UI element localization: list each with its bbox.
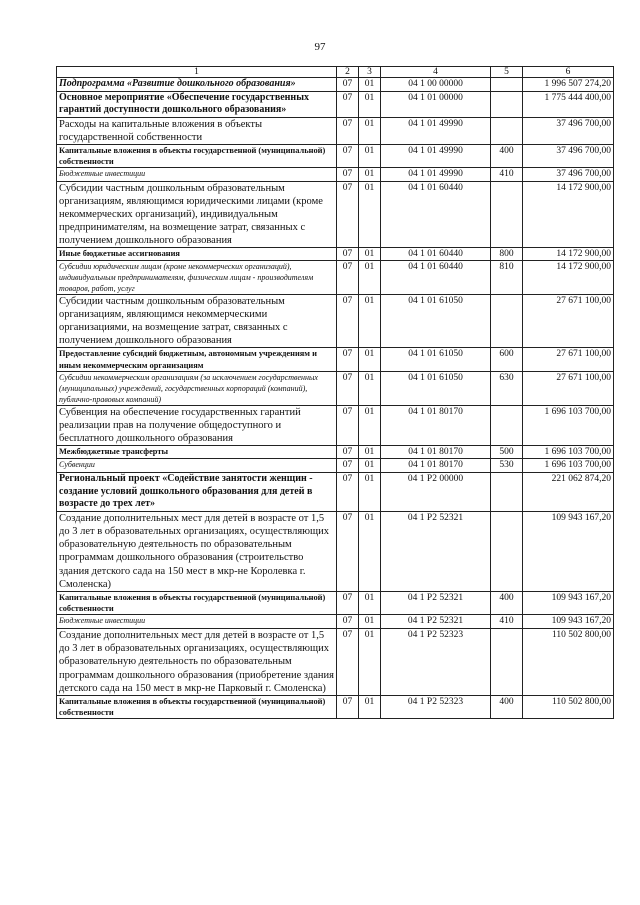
table-row <box>57 615 614 629</box>
row-section-cell: 07 <box>337 91 359 117</box>
row-amount-cell: 221 062 874,20 <box>523 472 614 511</box>
row-expense-type-cell: 410 <box>491 168 523 182</box>
row-target-code-cell: 04 1 P2 52323 <box>381 695 491 718</box>
row-section-cell: 07 <box>337 405 359 445</box>
row-section-cell: 07 <box>337 144 359 167</box>
table-row <box>57 78 614 92</box>
header-col-3: 3 <box>359 67 381 78</box>
table-row <box>57 591 614 614</box>
row-target-code-cell: 04 1 01 61050 <box>381 371 491 405</box>
table-row <box>57 371 614 405</box>
header-col-5: 5 <box>491 67 523 78</box>
row-target-code-cell: 04 1 P2 52321 <box>381 511 491 591</box>
row-target-code-cell: 04 1 P2 52321 <box>381 591 491 614</box>
row-amount-cell: 37 496 700,00 <box>523 144 614 167</box>
row-expense-type-cell: 410 <box>491 615 523 629</box>
row-expense-type-cell: 810 <box>491 261 523 295</box>
row-subsection-cell: 01 <box>359 181 381 247</box>
row-section-cell: 07 <box>337 295 359 348</box>
row-target-code-cell: 04 1 01 61050 <box>381 295 491 348</box>
row-section-cell: 07 <box>337 445 359 459</box>
row-section-cell: 07 <box>337 348 359 371</box>
row-subsection-cell: 01 <box>359 615 381 629</box>
row-expense-type-cell <box>491 295 523 348</box>
row-amount-cell: 37 496 700,00 <box>523 117 614 144</box>
row-section-cell: 07 <box>337 117 359 144</box>
row-name-cell: Межбюджетные трансферты <box>57 445 337 459</box>
table-body <box>57 78 614 719</box>
row-subsection-cell: 01 <box>359 628 381 695</box>
row-name-cell: Капитальные вложения в объекты государственной (муниципальной) собственности <box>57 144 337 167</box>
row-target-code-cell: 04 1 01 49990 <box>381 168 491 182</box>
row-name-cell: Основное мероприятие «Обеспечение государственных гарантий доступности дошкольного образования» <box>57 91 337 117</box>
row-section-cell: 07 <box>337 615 359 629</box>
table-row <box>57 247 614 261</box>
row-name-cell: Субсидии частным дошкольным образовательным организациям, являющимся некоммерческими организациями, на возмещение затрат, связанных с получением дошкольного образования <box>57 295 337 348</box>
row-name-cell: Субсидии юридическим лицам (кроме некоммерческих организаций), индивидуальным предпринимателям, физическим лицам - производителям товаров, работ, услуг <box>57 261 337 295</box>
row-expense-type-cell <box>491 628 523 695</box>
row-amount-cell: 109 943 167,20 <box>523 615 614 629</box>
row-amount-cell: 110 502 800,00 <box>523 695 614 718</box>
row-section-cell: 07 <box>337 628 359 695</box>
row-expense-type-cell: 530 <box>491 459 523 473</box>
row-subsection-cell: 01 <box>359 695 381 718</box>
table-row <box>57 91 614 117</box>
row-amount-cell: 109 943 167,20 <box>523 511 614 591</box>
row-section-cell: 07 <box>337 261 359 295</box>
table-row <box>57 445 614 459</box>
table-row <box>57 168 614 182</box>
row-subsection-cell: 01 <box>359 405 381 445</box>
row-expense-type-cell <box>491 117 523 144</box>
table-row <box>57 117 614 144</box>
row-amount-cell: 14 172 900,00 <box>523 247 614 261</box>
row-target-code-cell: 04 1 01 49990 <box>381 144 491 167</box>
row-name-cell: Подпрограмма «Развитие дошкольного образования» <box>57 78 337 92</box>
row-expense-type-cell <box>491 91 523 117</box>
table-row <box>57 628 614 695</box>
table-row <box>57 261 614 295</box>
row-expense-type-cell: 600 <box>491 348 523 371</box>
row-subsection-cell: 01 <box>359 591 381 614</box>
row-expense-type-cell <box>491 472 523 511</box>
row-expense-type-cell <box>491 181 523 247</box>
row-amount-cell: 1 696 103 700,00 <box>523 405 614 445</box>
row-name-cell: Создание дополнительных мест для детей в возрасте от 1,5 до 3 лет в образовательных организациях, осуществляющих образовательную деятельность по образовательным программам дошкольного образования (приобретение здания детского сада на 150 мест в мкр-не Парковый г. Смоленска) <box>57 628 337 695</box>
row-name-cell: Бюджетные инвестиции <box>57 615 337 629</box>
row-expense-type-cell: 400 <box>491 144 523 167</box>
row-target-code-cell: 04 1 01 80170 <box>381 459 491 473</box>
row-expense-type-cell <box>491 511 523 591</box>
row-target-code-cell: 04 1 01 80170 <box>381 405 491 445</box>
row-subsection-cell: 01 <box>359 472 381 511</box>
table-row <box>57 405 614 445</box>
header-col-2: 2 <box>337 67 359 78</box>
row-target-code-cell: 04 1 01 60440 <box>381 181 491 247</box>
row-amount-cell: 1 996 507 274,20 <box>523 78 614 92</box>
table-row <box>57 511 614 591</box>
table-row <box>57 295 614 348</box>
table-row <box>57 459 614 473</box>
row-amount-cell: 27 671 100,00 <box>523 295 614 348</box>
row-name-cell: Региональный проект «Содействие занятости женщин - создание условий дошкольного образования для детей в возрасте до трех лет» <box>57 472 337 511</box>
row-expense-type-cell <box>491 78 523 92</box>
row-name-cell: Субсидии частным дошкольным образовательным организациям, являющимся юридическими лицами (кроме некоммерческих организаций), индивидуальным предпринимателям, на возмещение затрат, связанных с получением дошкольного образования <box>57 181 337 247</box>
row-section-cell: 07 <box>337 695 359 718</box>
row-subsection-cell: 01 <box>359 261 381 295</box>
row-subsection-cell: 01 <box>359 144 381 167</box>
row-target-code-cell: 04 1 00 00000 <box>381 78 491 92</box>
table-row <box>57 472 614 511</box>
row-target-code-cell: 04 1 01 80170 <box>381 445 491 459</box>
row-subsection-cell: 01 <box>359 117 381 144</box>
row-section-cell: 07 <box>337 181 359 247</box>
row-subsection-cell: 01 <box>359 511 381 591</box>
row-name-cell: Создание дополнительных мест для детей в возрасте от 1,5 до 3 лет в образовательных организациях, осуществляющих образовательную деятельность по образовательным программам дошкольного образования (строительство здания детского сада на 150 мест в мкр-не Королевка г. Смоленска) <box>57 511 337 591</box>
row-target-code-cell: 04 1 P2 00000 <box>381 472 491 511</box>
table-row <box>57 181 614 247</box>
row-target-code-cell: 04 1 01 00000 <box>381 91 491 117</box>
row-target-code-cell: 04 1 P2 52321 <box>381 615 491 629</box>
row-name-cell: Бюджетные инвестиции <box>57 168 337 182</box>
row-amount-cell: 14 172 900,00 <box>523 261 614 295</box>
row-subsection-cell: 01 <box>359 295 381 348</box>
row-section-cell: 07 <box>337 168 359 182</box>
budget-table <box>56 66 614 719</box>
row-target-code-cell: 04 1 01 60440 <box>381 261 491 295</box>
row-name-cell: Расходы на капитальные вложения в объекты государственной собственности <box>57 117 337 144</box>
row-section-cell: 07 <box>337 472 359 511</box>
row-amount-cell: 14 172 900,00 <box>523 181 614 247</box>
row-amount-cell: 1 696 103 700,00 <box>523 445 614 459</box>
row-amount-cell: 37 496 700,00 <box>523 168 614 182</box>
page-number: 97 <box>314 41 326 53</box>
row-target-code-cell: 04 1 01 60440 <box>381 247 491 261</box>
row-name-cell: Капитальные вложения в объекты государственной (муниципальной) собственности <box>57 591 337 614</box>
row-section-cell: 07 <box>337 371 359 405</box>
row-target-code-cell: 04 1 P2 52323 <box>381 628 491 695</box>
row-amount-cell: 27 671 100,00 <box>523 348 614 371</box>
row-name-cell: Иные бюджетные ассигнования <box>57 247 337 261</box>
row-name-cell: Субвенции <box>57 459 337 473</box>
row-subsection-cell: 01 <box>359 371 381 405</box>
row-expense-type-cell <box>491 405 523 445</box>
row-expense-type-cell: 800 <box>491 247 523 261</box>
row-subsection-cell: 01 <box>359 348 381 371</box>
row-subsection-cell: 01 <box>359 247 381 261</box>
header-col-1: 1 <box>57 67 337 78</box>
row-section-cell: 07 <box>337 459 359 473</box>
header-row <box>57 67 614 78</box>
row-subsection-cell: 01 <box>359 459 381 473</box>
row-amount-cell: 1 775 444 400,00 <box>523 91 614 117</box>
row-expense-type-cell: 500 <box>491 445 523 459</box>
row-section-cell: 07 <box>337 247 359 261</box>
row-name-cell: Предоставление субсидий бюджетным, автономным учреждениям и иным некоммерческим организациям <box>57 348 337 371</box>
row-amount-cell: 27 671 100,00 <box>523 371 614 405</box>
table-row <box>57 348 614 371</box>
row-subsection-cell: 01 <box>359 91 381 117</box>
header-col-6: 6 <box>523 67 614 78</box>
row-expense-type-cell: 630 <box>491 371 523 405</box>
row-expense-type-cell: 400 <box>491 695 523 718</box>
row-section-cell: 07 <box>337 591 359 614</box>
table-row <box>57 695 614 718</box>
row-name-cell: Капитальные вложения в объекты государственной (муниципальной) собственности <box>57 695 337 718</box>
row-amount-cell: 1 696 103 700,00 <box>523 459 614 473</box>
row-target-code-cell: 04 1 01 49990 <box>381 117 491 144</box>
row-name-cell: Субвенция на обеспечение государственных гарантий реализации прав на получение общедоступного и бесплатного дошкольного образования <box>57 405 337 445</box>
header-col-4: 4 <box>381 67 491 78</box>
row-amount-cell: 110 502 800,00 <box>523 628 614 695</box>
row-subsection-cell: 01 <box>359 168 381 182</box>
table-row <box>57 144 614 167</box>
row-subsection-cell: 01 <box>359 445 381 459</box>
row-subsection-cell: 01 <box>359 78 381 92</box>
row-target-code-cell: 04 1 01 61050 <box>381 348 491 371</box>
row-section-cell: 07 <box>337 511 359 591</box>
row-amount-cell: 109 943 167,20 <box>523 591 614 614</box>
row-expense-type-cell: 400 <box>491 591 523 614</box>
row-section-cell: 07 <box>337 78 359 92</box>
row-name-cell: Субсидии некоммерческим организациям (за исключением государственных (муниципальных) учреждений, государственных корпораций (компаний), публично-правовых компаний) <box>57 371 337 405</box>
